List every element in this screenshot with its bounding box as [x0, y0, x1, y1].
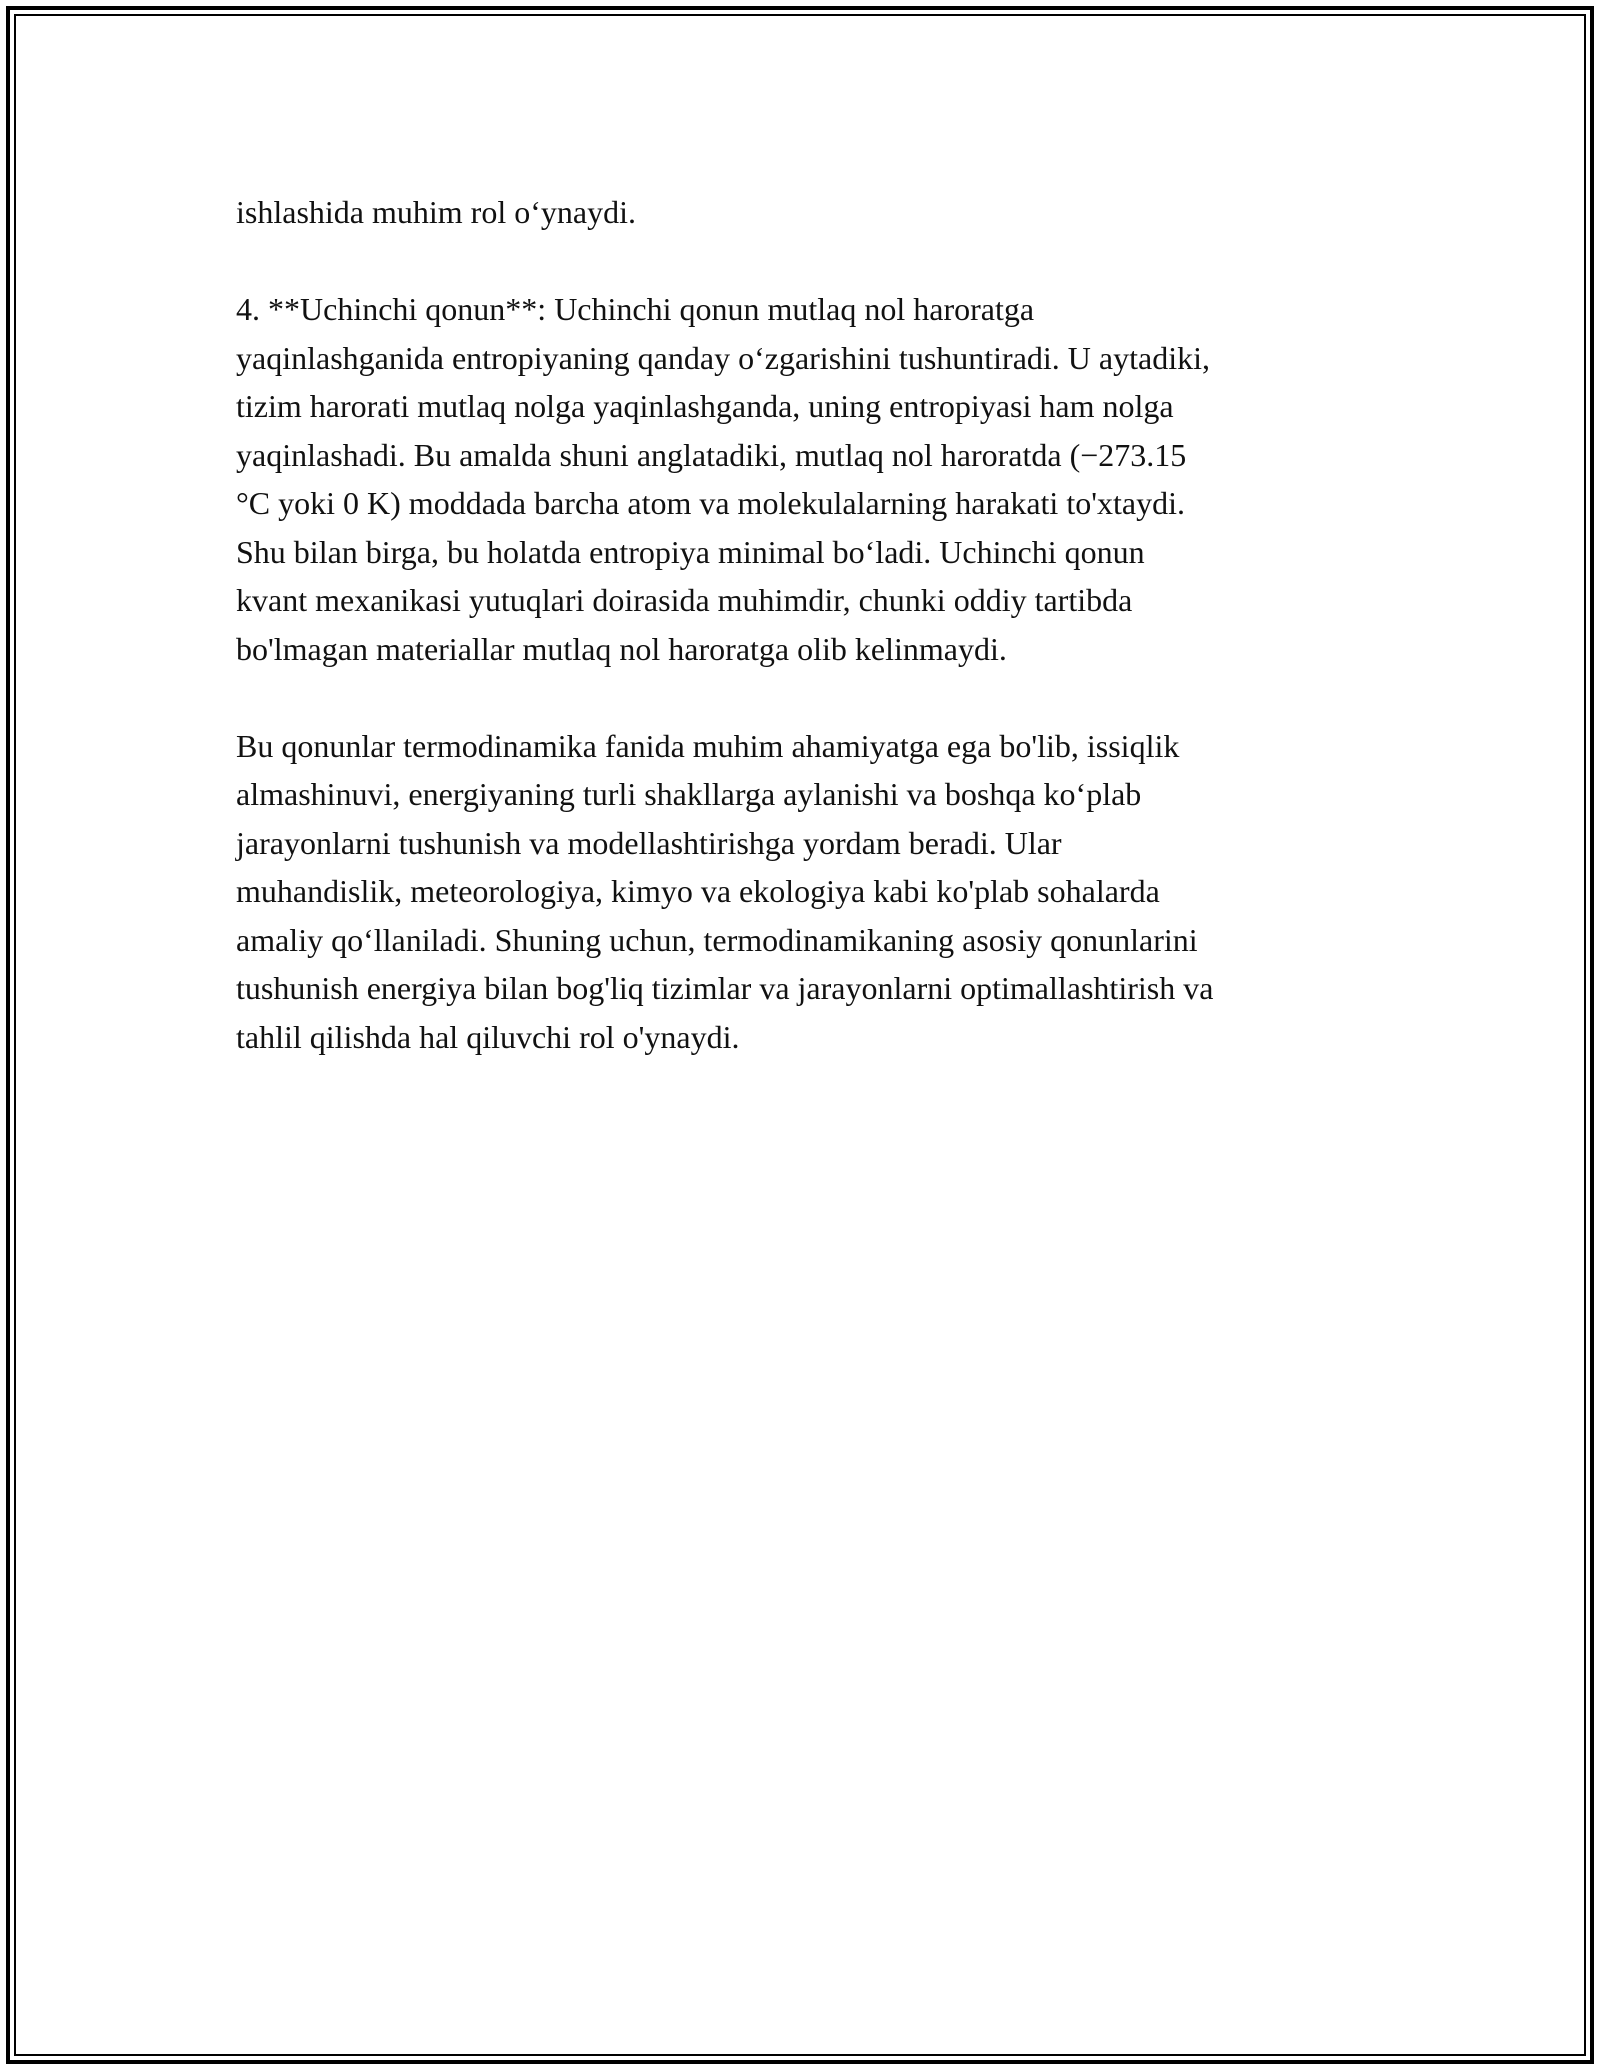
- text-line: tahlil qilishda hal qiluvchi rol o'ynaydi.: [236, 1018, 740, 1055]
- text-line: kvant mexanikasi yutuqlari doirasida muhimdir, chunki oddiy tartibda: [236, 582, 1133, 618]
- paragraph-spacer: [236, 237, 1366, 286]
- paragraph-conclusion: [236, 722, 1366, 1062]
- text-line: Bu qonunlar termodinamika fanida muhim ahamiyatga ega bo'lib, issiqlik: [236, 727, 1180, 764]
- text-line: yaqinlashganida entropiyaning qanday o‘zgarishini tushuntiradi. U aytadiki,: [236, 339, 1210, 376]
- paragraph-continuation: [236, 188, 1366, 237]
- paragraph-spacer: [236, 673, 1366, 722]
- text-line: muhandislik, meteorologiya, kimyo va ekologiya kabi ko'plab sohalarda: [236, 873, 1160, 909]
- text-line: tizim harorati mutlaq nolga yaqinlashganda, uning entropiyasi ham nolga: [236, 388, 1174, 424]
- paragraph-third-law: [236, 285, 1366, 673]
- text-line: almashinuvi, energiyaning turli shakllarga aylanishi va boshqa ko‘plab: [236, 776, 1142, 812]
- text-line: amaliy qo‘llaniladi. Shuning uchun, termodinamikaning asosiy qonunlarini: [236, 921, 1198, 958]
- text-line: jarayonlarni tushunish va modellashtirishga yordam beradi. Ular: [236, 824, 1062, 861]
- text-line: 4. **Uchinchi qonun**: Uchinchi qonun mutlaq nol haroratga: [236, 291, 1035, 327]
- page-body: [236, 188, 1366, 1061]
- text-line: Shu bilan birga, bu holatda entropiya minimal bo‘ladi. Uchinchi qonun: [236, 533, 1145, 570]
- text-line: yaqinlashadi. Bu amalda shuni anglatadiki, mutlaq nol haroratda (−273.15: [236, 436, 1187, 473]
- text-line: ishlashida muhim rol o‘ynaydi.: [236, 194, 636, 230]
- text-line: tushunish energiya bilan bog'liq tizimlar va jarayonlarni optimallashtirish va: [236, 970, 1214, 1006]
- text-line: °C yoki 0 K) moddada barcha atom va molekulalarning harakati to'xtaydi.: [236, 485, 1185, 521]
- text-line: bo'lmagan materiallar mutlaq nol haroratga olib kelinmaydi.: [236, 630, 1007, 667]
